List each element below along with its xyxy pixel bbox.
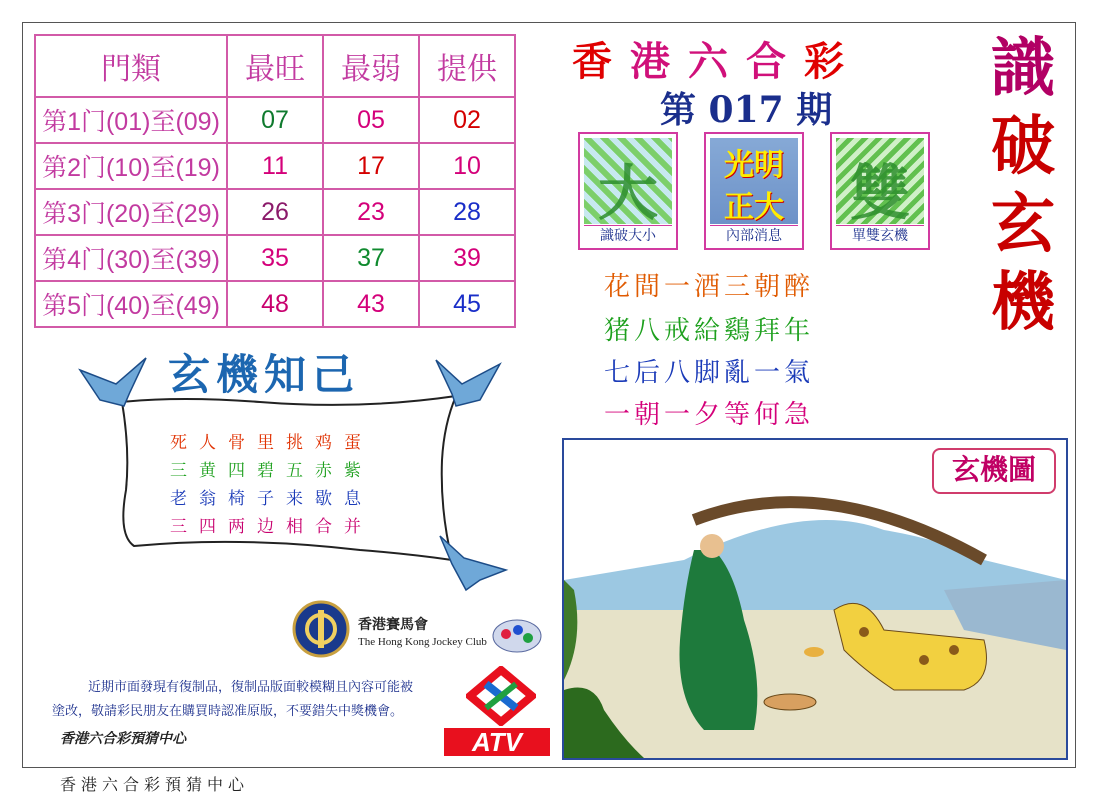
cell-value: 43 — [323, 281, 419, 327]
hint-box-size — [578, 132, 678, 250]
hkjc-logo-icon — [292, 600, 350, 658]
hint-box-oddeven — [830, 132, 930, 250]
row-label: 第2门(10)至(19) — [35, 143, 227, 189]
counterfeit-notice: 近期市面發現有復制品，復制品版面較模糊且內容可能被塗改，敬請彩民朋友在購買時認准原版，不要錯失中獎機會。 — [52, 680, 414, 719]
row-label: 第3门(20)至(29) — [35, 189, 227, 235]
cell-value: 11 — [227, 143, 323, 189]
table-row — [35, 235, 515, 281]
table-row — [35, 143, 515, 189]
poem-line: 老翁椅子来歇息 — [170, 489, 373, 509]
table-row — [35, 281, 515, 327]
period-number: 第 017 期 — [660, 89, 833, 131]
row-label: 第4门(30)至(39) — [35, 235, 227, 281]
vertical-char: 識 — [991, 31, 1055, 106]
row-label: 第5门(40)至(49) — [35, 281, 227, 327]
table-header-row — [35, 35, 515, 97]
marksix-logo-icon — [490, 616, 544, 656]
vertical-char: 機 — [991, 265, 1055, 340]
cell-value: 05 — [323, 97, 419, 143]
title-char: 香 — [572, 38, 612, 85]
mosaic-glyph: 大 — [598, 159, 658, 229]
header-category: 門類 — [35, 35, 227, 97]
title-char: 港 — [630, 38, 670, 85]
door-table — [34, 34, 516, 328]
lottery-title — [572, 30, 844, 87]
table-row — [35, 97, 515, 143]
row-label: 第1门(01)至(09) — [35, 97, 227, 143]
verse-line: 一朝一夕等何急 — [604, 400, 815, 430]
message-line: 正大 — [724, 190, 784, 225]
cell-value: 02 — [419, 97, 515, 143]
poem-line: 三四两边相合并 — [170, 517, 373, 537]
atv-label: ATV — [444, 728, 550, 756]
cell-value: 10 — [419, 143, 515, 189]
cell-value: 17 — [323, 143, 419, 189]
poem-line: 三黄四碧五赤紫 — [170, 461, 373, 481]
vertical-title — [968, 30, 1078, 342]
mosaic-image — [836, 138, 924, 229]
mosaic-glyph: 雙 — [850, 159, 910, 229]
cell-value: 26 — [227, 189, 323, 235]
scene-label: 玄機圖 — [932, 448, 1056, 494]
title-char: 合 — [746, 38, 786, 85]
bird-icon — [440, 536, 506, 590]
message-image — [710, 138, 798, 224]
box-caption: 識破大小 — [584, 225, 672, 246]
header-provide: 提供 — [419, 35, 515, 97]
title-char: 彩 — [804, 38, 844, 85]
hkjc-name-en: The Hong Kong Jockey Club — [358, 636, 487, 648]
poem-line: 死人骨里挑鸡蛋 — [170, 433, 373, 453]
vertical-char: 玄 — [991, 187, 1055, 262]
verse-line: 花間一酒三朝醉 — [604, 272, 815, 302]
table-row — [35, 189, 515, 235]
hkjc-name-cn: 香港賽馬會 — [358, 617, 428, 633]
banner-title: 玄機知己 — [168, 350, 361, 399]
title-char: 六 — [688, 38, 728, 85]
message-line: 光明 — [724, 148, 784, 183]
header-cold: 最弱 — [323, 35, 419, 97]
cell-value: 07 — [227, 97, 323, 143]
header-hot: 最旺 — [227, 35, 323, 97]
hint-box-inside — [704, 132, 804, 250]
cell-value: 48 — [227, 281, 323, 327]
cell-value: 28 — [419, 189, 515, 235]
cell-value: 45 — [419, 281, 515, 327]
bird-icon — [80, 358, 146, 406]
mosaic-image — [584, 138, 672, 229]
verse-line: 猪八戒給鷄拜年 — [604, 316, 815, 346]
vertical-char: 破 — [991, 109, 1055, 184]
box-caption: 單雙玄機 — [836, 225, 924, 246]
box-caption: 內部消息 — [710, 225, 798, 246]
cell-value: 35 — [227, 235, 323, 281]
riddle-picture — [562, 438, 1068, 760]
cell-value: 23 — [323, 189, 419, 235]
verse-line: 七后八脚亂一氣 — [604, 358, 815, 388]
prediction-center-name: 香港六合彩預猜中心 — [60, 731, 186, 747]
atv-logo-icon — [466, 666, 536, 726]
footer-text: 香港六合彩預猜中心 — [60, 775, 250, 794]
cell-value: 37 — [323, 235, 419, 281]
cell-value: 39 — [419, 235, 515, 281]
